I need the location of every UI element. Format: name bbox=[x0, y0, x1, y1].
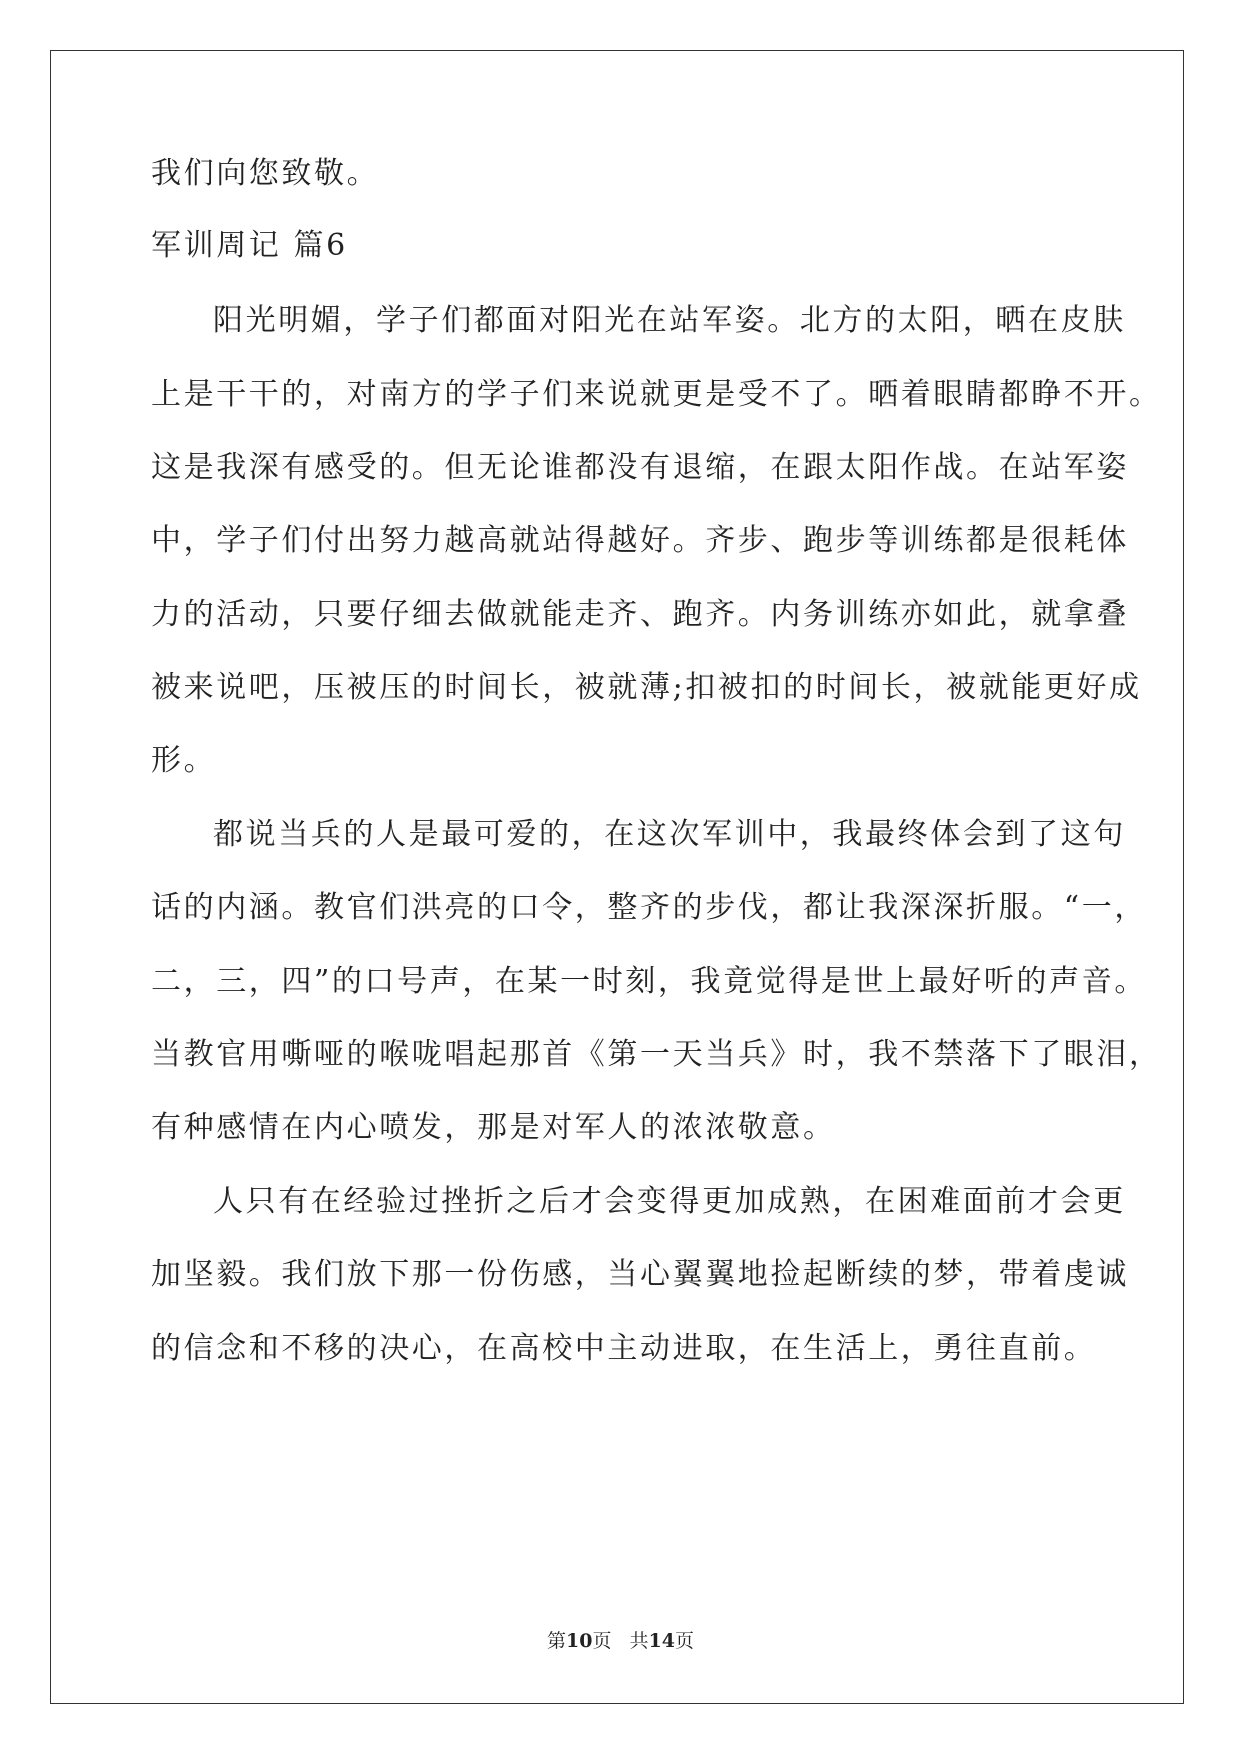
page-prefix: 第 bbox=[547, 1630, 567, 1652]
page-footer bbox=[0, 1629, 1241, 1653]
text-line: 有种感情在内心喷发，那是对军人的浓浓敬意。 bbox=[151, 1110, 836, 1145]
text-line: 上是干干的，对南方的学子们来说就更是受不了。晒着眼睛都睁不开。 bbox=[151, 377, 1162, 412]
total-suffix: 页 bbox=[674, 1630, 694, 1652]
text-line: 中，学子们付出努力越高就站得越好。齐步、跑步等训练都是很耗体 bbox=[151, 523, 1129, 558]
text-line: 力的活动，只要仔细去做就能走齐、跑齐。内务训练亦如此，就拿叠 bbox=[151, 597, 1129, 632]
page-number: 10 bbox=[566, 1630, 593, 1652]
text-line: 都说当兵的人是最可爱的，在这次军训中，我最终体会到了这句 bbox=[213, 817, 1126, 852]
page-border bbox=[50, 50, 1184, 1704]
text-line: 的信念和不移的决心，在高校中主动进取，在生活上，勇往直前。 bbox=[151, 1331, 1097, 1366]
text-line: 加坚毅。我们放下那一份伤感，当心翼翼地捡起断续的梦，带着虔诚 bbox=[151, 1257, 1129, 1292]
text-line: 话的内涵。教官们洪亮的口令，整齐的步伐，都让我深深折服。“一， bbox=[151, 890, 1147, 925]
text-line: 形。 bbox=[151, 743, 217, 778]
text-line: 我们向您致敬。 bbox=[151, 156, 380, 191]
text-line: 阳光明媚，学子们都面对阳光在站军姿。北方的太阳，晒在皮肤 bbox=[213, 303, 1126, 338]
text-line: 被来说吧，压被压的时间长，被就薄;扣被扣的时间长，被就能更好成 bbox=[151, 670, 1142, 705]
page-suffix: 页 bbox=[592, 1630, 612, 1652]
section-heading: 军训周记 篇6 bbox=[151, 228, 348, 263]
text-line: 当教官用嘶哑的喉咙唱起那首《第一天当兵》时，我不禁落下了眼泪， bbox=[151, 1037, 1162, 1072]
text-line: 这是我深有感受的。但无论谁都没有退缩，在跟太阳作战。在站军姿 bbox=[151, 450, 1129, 485]
total-prefix: 共 bbox=[629, 1630, 649, 1652]
text-line: 人只有在经验过挫折之后才会变得更加成熟，在困难面前才会更 bbox=[213, 1184, 1126, 1219]
text-line: 二，三，四”的口号声，在某一时刻，我竟觉得是世上最好听的声音。 bbox=[151, 964, 1147, 999]
total-pages: 14 bbox=[648, 1630, 675, 1652]
